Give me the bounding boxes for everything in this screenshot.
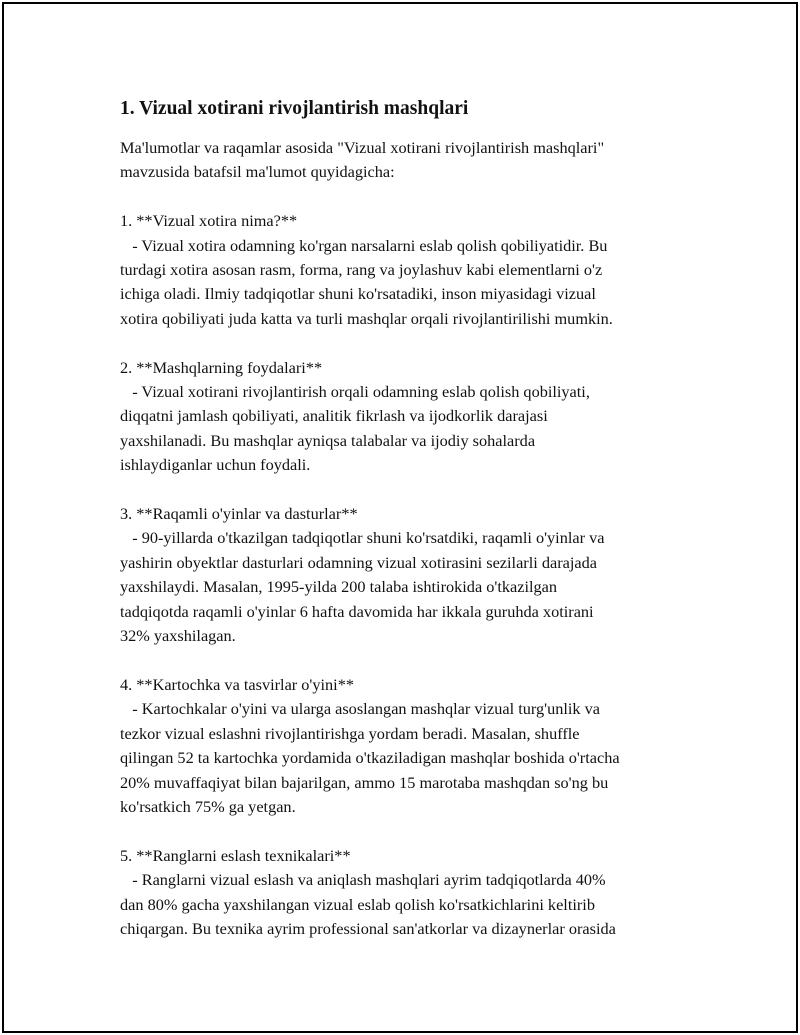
- section-body: - Vizual xotirani rivojlantirish orqali odamning eslab qolish qobiliyati, diqqatni jamlash qobiliyati, analitik fikrlash va ijodkorlik darajasi yaxshilanadi. Bu mashqlar ayniqsa talabalar va ijodiy sohalarda ishlaydiganlar uchun foydali.: [120, 382, 590, 475]
- spacer: [120, 478, 710, 502]
- document-content: [120, 94, 710, 941]
- intro-paragraph: Ma'lumotlar va raqamlar asosida "Vizual xotirani rivojlantirish mashqlari" mavzusida batafsil ma'lumot quyidagicha:: [120, 138, 605, 182]
- section-body: - Kartochkalar o'yini va ularga asoslangan mashqlar vizual turg'unlik va tezkor vizual eslashni rivojlantirishga yordam beradi. Masalan, shuffle qilingan 52 ta kartochka yordamida o'tkaziladigan mashqlar boshida o'rtacha 20% muvaffaqiyat bilan bajarilgan, ammo 15 marotaba mashqdan so'ng bu ko'rsatkich 75% ga yetgan.: [120, 699, 620, 816]
- spacer: [120, 331, 710, 355]
- section-body: - 90-yillarda o'tkazilgan tadqiqotlar shuni ko'rsatdiki, raqamli o'yinlar va yashirin obyektlar dasturlari odamning vizual xotirasini sezilarli darajada yaxshilaydi. Masalan, 1995-yilda 200 talaba ishtirokida o'tkazilgan tadqiqotda raqamli o'yinlar 6 hafta davomida har ikkala guruhda xotirani 32% yaxshilagan.: [120, 528, 605, 646]
- spacer: [120, 648, 710, 672]
- section-heading: 3. **Raqamli o'yinlar va dasturlar**: [120, 504, 358, 524]
- section-heading: 1. **Vizual xotira nima?**: [120, 211, 298, 231]
- section-body: - Ranglarni vizual eslash va aniqlash mashqlari ayrim tadqiqotlarda 40% dan 80% gacha yaxshilangan vizual eslab qolish ko'rsatkichlarini keltirib chiqargan. Bu texnika ayrim professional san'atkorlar va dizaynerlar orasida: [120, 870, 616, 938]
- section-body: - Vizual xotira odamning ko'rgan narsalarni eslab qolish qobiliyatidir. Bu turdagi xotira asosan rasm, forma, rang va joylashuv kabi elementlarni o'z ichiga oladi. Ilmiy tadqiqotlar shuni ko'rsatadiki, inson miyasidagi vizual xotira qobiliyati juda katta va turli mashqlar orqali rivojlantirilishi mumkin.: [120, 235, 613, 328]
- spacer: [120, 819, 710, 843]
- document-title: 1. Vizual xotirani rivojlantirish mashqlari: [120, 98, 469, 119]
- spacer: [120, 185, 710, 209]
- section-heading: 2. **Mashqlarning foydalari**: [120, 357, 323, 377]
- section-heading: 5. **Ranglarni eslash texnikalari**: [120, 845, 351, 865]
- section-heading: 4. **Kartochka va tasvirlar o'yini**: [120, 674, 354, 694]
- document-page: [2, 2, 798, 1033]
